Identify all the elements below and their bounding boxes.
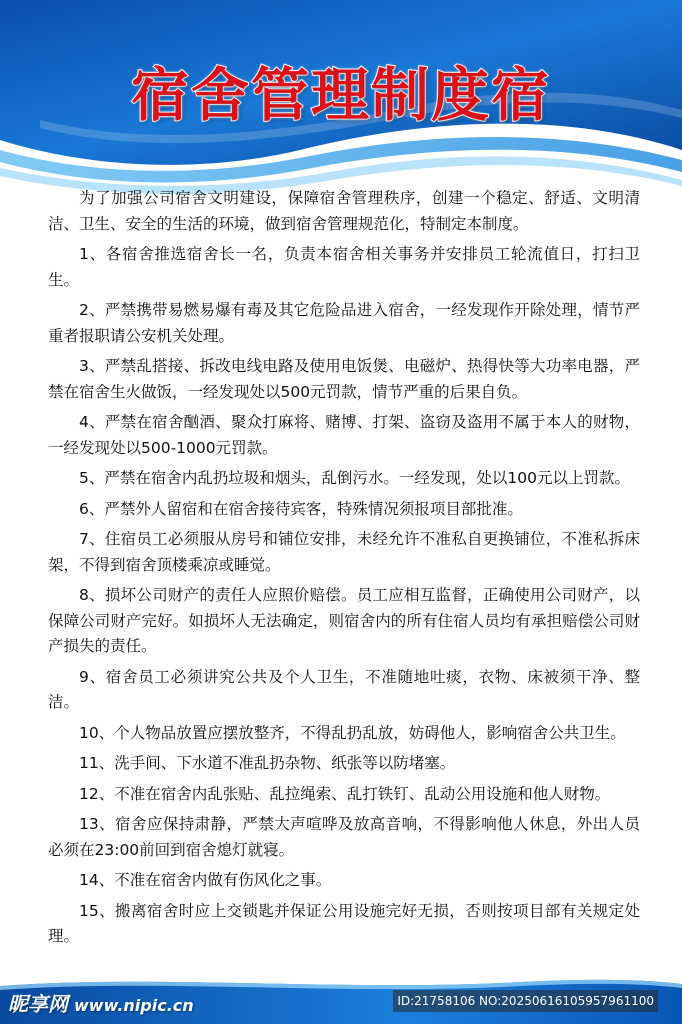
rule-item: 9、宿舍员工必须讲究公共及个人卫生，不准随地吐痰，衣物、床被须干净、整洁。 [48, 667, 640, 711]
rule-item: 15、搬离宿舍时应上交锁匙并保证公用设施完好无损，否则按项目部有关规定处理。 [48, 901, 640, 945]
rule-item: 5、严禁在宿舍内乱扔垃圾和烟头，乱倒污水。一经发现，处以100元以上罚款。 [79, 469, 630, 487]
rule-item: 12、不准在宿舍内乱张贴、乱拉绳索、乱打铁钉、乱动公用设施和他人财物。 [79, 784, 611, 803]
regulations-body [48, 186, 640, 955]
header-banner [0, 0, 682, 200]
rule-item: 11、洗手间、下水道不准乱扔杂物、纸张等以防堵塞。 [79, 754, 456, 772]
watermark-brand [8, 988, 194, 1017]
rule-item: 7、住宿员工必须服从房号和铺位安排，未经允许不准私自更换铺位，不准私拆床架，不得到宿舍顶楼乘凉或睡觉。 [48, 530, 640, 574]
rule-item: 8、损坏公司财产的责任人应照价赔偿。员工应相互监督，正确使用公司财产，以保障公司财产完好。如损坏人无法确定，则宿舍内的所有住宿人员均有承担赔偿公司财产损失的责任。 [48, 586, 640, 655]
rule-item: 10、个人物品放置应摆放整齐，不得乱扔乱放，妨碍他人，影响宿舍公共卫生。 [79, 723, 626, 742]
watermark-brand-name: 昵享网 [8, 992, 68, 1016]
watermark-url: www.nipic.cn [74, 996, 194, 1015]
intro-paragraph: 为了加强公司宿舍文明建设，保障宿舍管理秩序，创建一个稳定、舒适、文明清洁、卫生、安全的生活的环境，做到宿舍管理规范化，特制定本制度。 [48, 189, 640, 233]
rule-item: 3、严禁乱搭接、拆改电线电路及使用电饭煲、电磁炉、热得快等大功率电器，严禁在宿舍生火做饭，一经发现处以500元罚款，情节严重的后果自负。 [48, 357, 640, 401]
watermark-id-label: ID:21758106 NO:20250616105957961100 [393, 990, 658, 1012]
rule-item: 4、严禁在宿舍酗酒、聚众打麻将、赌博、打架、盗窃及盗用不属于本人的财物，一经发现处以500-1000元罚款。 [48, 413, 640, 457]
rule-item: 14、不准在宿舍内做有伤风化之事。 [79, 871, 332, 889]
page-title: 宿舍管理制度宿 [130, 61, 551, 129]
rule-item: 6、严禁外人留宿和在宿舍接待宾客，特殊情况须报项目部批准。 [79, 499, 523, 518]
rule-item: 1、各宿舍推选宿舍长一名，负责本宿舍相关事务并安排员工轮流值日，打扫卫生。 [48, 245, 640, 289]
rule-item: 13、宿舍应保持肃静，严禁大声喧哗及放高音响，不得影响他人休息，外出人员必须在23:00前回到宿舍熄灯就寝。 [48, 815, 640, 859]
rule-item: 2、严禁携带易燃易爆有毒及其它危险品进入宿舍，一经发现作开除处理，情节严重者报职请公安机关处理。 [48, 301, 640, 345]
footer-banner [0, 974, 682, 1024]
